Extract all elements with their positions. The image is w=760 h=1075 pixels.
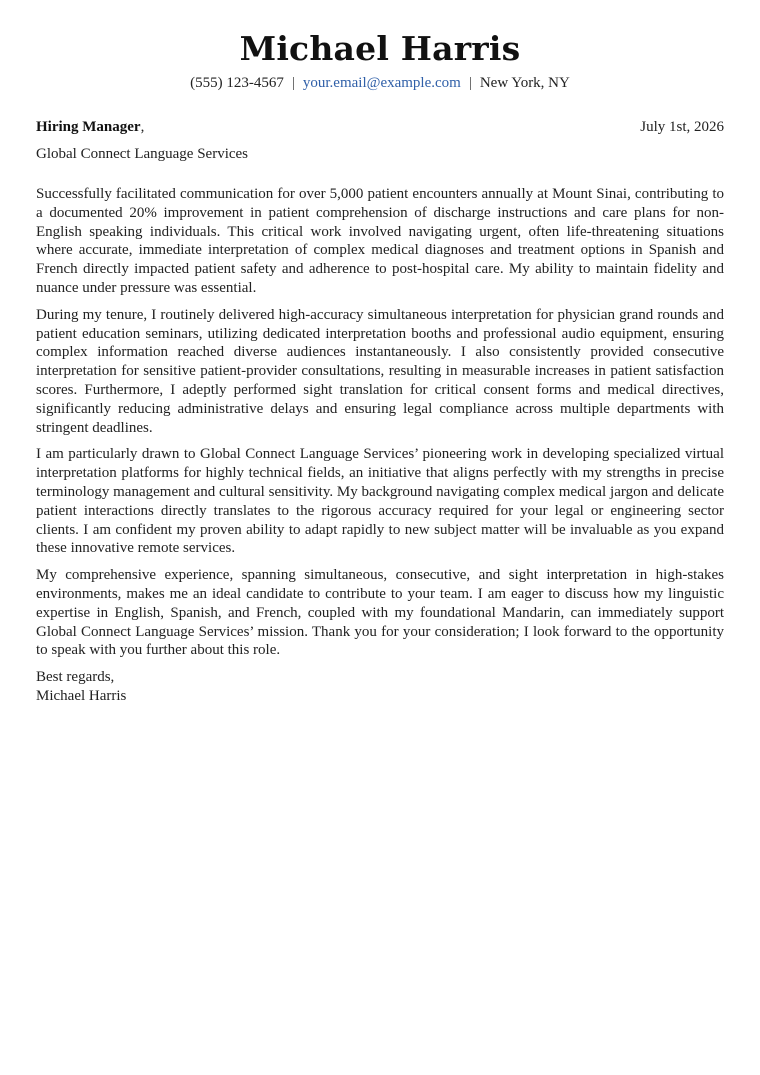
body-paragraph: Successfully facilitated communication for over 5,000 patient encounters annually at Mount Sinai, contributing to a documented 20% improvement in patient comprehension of discharge instructions and care plans for non-English speaking individuals. This critical work involved navigating urgent, often life-threatening situations where accurate, immediate interpretation of complex medical diagnoses and treatment options in Spanish and French directly impacted patient safety and adherence to post-hospital care. My ability to maintain fidelity and nuance under pressure was essential. (36, 186, 724, 296)
body-paragraph: My comprehensive experience, spanning simultaneous, consecutive, and sight interpretation in high-stakes environments, makes me an ideal candidate to contribute to your team. I am eager to discuss how my linguistic expertise in English, Spanish, and French, coupled with my foundational Mandarin, can immediately support Global Connect Language Services’ mission. Thank you for your consideration; I look forward to the opportunity to speak with you further about this role. (36, 567, 724, 659)
recipient-company: Global Connect Language Services (36, 146, 249, 162)
letter-body (36, 185, 724, 660)
contact-separator: | (468, 75, 472, 91)
closing-salutation: Best regards, (36, 669, 115, 686)
location: New York, NY (479, 75, 570, 91)
email-link[interactable]: your.email@example.com (302, 75, 461, 91)
recipient (36, 118, 144, 136)
body-paragraph: I am particularly drawn to Global Connect Language Services’ pioneering work in developing specialized virtual interpretation platforms for highly technical fields, an initiative that aligns perfectly with my strengths in precise terminology management and cultural sensitivity. My background navigating complex medical jargon and delicate patient interactions directly translates to the rigorous accuracy required for your legal or engineering sector clients. I am confident my proven ability to adapt rapidly to new subject matter will be invaluable as you expand these innovative remote services. (36, 446, 724, 557)
phone-number: (555) 123-4567 (190, 75, 284, 91)
letter-closing (36, 668, 724, 706)
closing-signature: Michael Harris (36, 688, 127, 705)
letter-date: July 1st, 2026 (640, 119, 724, 135)
recipient-title: Hiring Manager (36, 119, 141, 135)
applicant-name: Michael Harris (239, 29, 521, 68)
body-paragraph: During my tenure, I routinely delivered high-accuracy simultaneous interpretation for physician grand rounds and patient education seminars, utilizing dedicated interpretation booths and professional audio equipment, ensuring complex information reached diverse audiences instantaneously. I also consistently provided consecutive interpretation for sensitive patient-provider consultations, resulting in measurable increases in patient satisfaction scores. Furthermore, I adeptly performed sight translation for critical consent forms and medical directives, significantly reducing administrative delays and ensuring legal compliance across multiple departments with stringent deadlines. (36, 306, 724, 436)
recipient-date-row (36, 118, 724, 136)
contact-line (36, 74, 724, 92)
recipient-title-suffix: , (140, 119, 145, 135)
contact-separator: | (291, 75, 295, 91)
